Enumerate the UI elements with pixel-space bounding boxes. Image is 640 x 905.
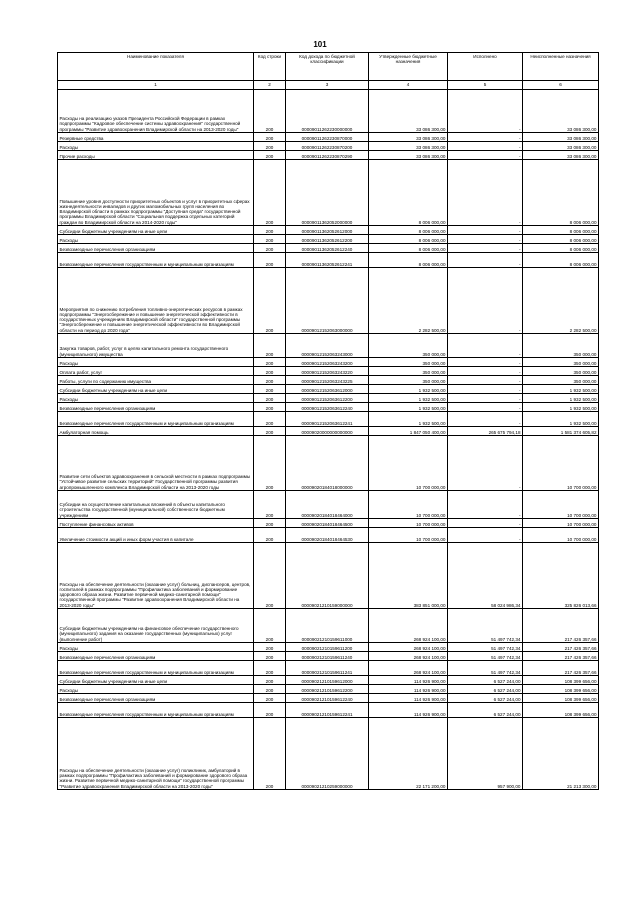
row-classification-cell: 00009021210159612200	[286, 685, 369, 694]
row-approved-cell: 8 006 000,00	[369, 244, 448, 253]
row-classification-cell: 00009020184018464500	[286, 519, 369, 528]
table-row	[58, 358, 599, 367]
row-approved-cell: 22 171 200,00	[369, 718, 448, 790]
row-executed-cell: -	[448, 151, 523, 160]
row-line-code-cell: 200	[254, 90, 286, 133]
row-line-code-cell: 200	[254, 694, 286, 703]
row-classification-cell: 00009020184018464530	[286, 528, 369, 543]
row-approved-cell: 268 924 100,00	[369, 643, 448, 652]
table-row	[58, 676, 599, 685]
row-classification-cell: 00009011362052612241	[286, 253, 369, 268]
row-name-cell: Безвозмездные перечисления государственным и муниципальным организациям	[58, 253, 254, 268]
table-row	[58, 543, 599, 609]
row-remaining-cell: 1 932 500,00	[523, 385, 599, 394]
col-number: 3	[286, 81, 369, 90]
row-line-code-cell: 200	[254, 394, 286, 403]
col-header-executed: Исполнено	[448, 53, 523, 81]
row-approved-cell: 33 086 300,00	[369, 142, 448, 151]
table-row	[58, 528, 599, 543]
row-approved-cell: 268 924 100,00	[369, 661, 448, 676]
row-approved-cell: 383 851 000,00	[369, 543, 448, 609]
row-line-code-cell: 200	[254, 412, 286, 427]
row-executed-cell: -	[448, 519, 523, 528]
row-executed-cell: -	[448, 334, 523, 358]
row-remaining-cell: 217 426 357,66	[523, 643, 599, 652]
row-classification-cell: 00009011262230870000	[286, 133, 369, 142]
row-executed-cell: 51 497 742,34	[448, 661, 523, 676]
row-classification-cell: 00009012152063612240	[286, 403, 369, 412]
row-remaining-cell: 10 700 000,00	[523, 491, 599, 519]
table-row	[58, 235, 599, 244]
row-executed-cell: -	[448, 436, 523, 491]
row-name-cell: Амбулаторная помощь	[58, 427, 254, 436]
row-line-code-cell: 200	[254, 427, 286, 436]
table-row	[58, 160, 599, 226]
table-row	[58, 142, 599, 151]
row-line-code-cell: 200	[254, 226, 286, 235]
row-executed-cell: -	[448, 133, 523, 142]
table-row	[58, 385, 599, 394]
row-executed-cell: -	[448, 358, 523, 367]
row-line-code-cell: 200	[254, 403, 286, 412]
table-row	[58, 427, 599, 436]
row-classification-cell: 00009021210159612240	[286, 694, 369, 703]
row-classification-cell: 00009011262230870290	[286, 151, 369, 160]
row-line-code-cell: 200	[254, 543, 286, 609]
row-classification-cell: 00009012152063243220	[286, 367, 369, 376]
row-executed-cell: 51 497 742,34	[448, 652, 523, 661]
row-executed-cell: 51 497 742,34	[448, 643, 523, 652]
row-classification-cell: 00009021210259000000	[286, 718, 369, 790]
row-name-cell: Расходы	[58, 685, 254, 694]
table-row	[58, 226, 599, 235]
row-name-cell: Расходы	[58, 394, 254, 403]
row-name-cell: Безвозмездные перечисления государственным и муниципальным организациям	[58, 703, 254, 718]
row-remaining-cell: 108 399 656,00	[523, 685, 599, 694]
row-executed-cell: -	[448, 394, 523, 403]
row-name-cell: Субсидии бюджетным учреждениям на иные цели	[58, 385, 254, 394]
row-remaining-cell: 217 426 357,66	[523, 652, 599, 661]
row-approved-cell: 8 006 000,00	[369, 160, 448, 226]
row-remaining-cell: 21 213 300,00	[523, 718, 599, 790]
row-approved-cell: 8 006 000,00	[369, 253, 448, 268]
table-row	[58, 253, 599, 268]
table-row	[58, 491, 599, 519]
row-approved-cell: 33 086 300,00	[369, 133, 448, 142]
row-approved-cell: 2 282 500,00	[369, 268, 448, 334]
row-approved-cell: 1 932 500,00	[369, 385, 448, 394]
row-name-cell: Расходы на обеспечение деятельности (оказание услуг) поликлиник, амбулаторий в рамках подпрограммы "Профилактика заболеваний и формирование здорового образа жизни. Развитие первичной медико-санитарной помощи" государственной программы "Развитие здравоохранения Владимирской области на 2013-2020 годы"	[58, 718, 254, 790]
row-line-code-cell: 200	[254, 268, 286, 334]
row-approved-cell: 33 086 300,00	[369, 151, 448, 160]
row-name-cell: Расходы	[58, 358, 254, 367]
row-name-cell: Субсидии на осуществление капитальных вложений в объекты капитального строительства государственной (муниципальной) собственности бюджетным учреждениям	[58, 491, 254, 519]
row-remaining-cell: 8 006 000,00	[523, 253, 599, 268]
row-remaining-cell: 33 086 300,00	[523, 133, 599, 142]
table-row	[58, 334, 599, 358]
row-line-code-cell: 200	[254, 151, 286, 160]
row-remaining-cell: 10 700 000,00	[523, 528, 599, 543]
row-classification-cell: 00009020184018000000	[286, 436, 369, 491]
row-remaining-cell: 2 282 500,00	[523, 268, 599, 334]
row-approved-cell: 33 086 300,00	[369, 90, 448, 133]
table-row	[58, 685, 599, 694]
row-line-code-cell: 200	[254, 358, 286, 367]
col-header-line-code: Код строки	[254, 53, 286, 81]
col-header-classification: Код дохода по бюджетной классификации	[286, 53, 369, 81]
row-name-cell: Безвозмездные перечисления государственным и муниципальным организациям	[58, 661, 254, 676]
row-line-code-cell: 200	[254, 519, 286, 528]
row-remaining-cell: 1 581 374 605,82	[523, 427, 599, 436]
row-remaining-cell: 108 399 656,00	[523, 676, 599, 685]
row-approved-cell: 114 926 900,00	[369, 685, 448, 694]
table-row	[58, 244, 599, 253]
row-name-cell: Повышение уровня доступности приоритетных объектов и услуг в приоритетных сферах жизнедеятельности инвалидов и других маломобильных групп населения во Владимирской области в рамках подпрограммы "Доступная среда" государственной программы Владимирской области "Социальная поддержка отдельных категорий граждан во Владимирской области на 2014-2020 годы"	[58, 160, 254, 226]
page-number: 101	[313, 40, 327, 49]
col-number: 4	[369, 81, 448, 90]
row-classification-cell: 00009011362052612240	[286, 244, 369, 253]
row-classification-cell: 00009020000000000000	[286, 427, 369, 436]
table-row	[58, 609, 599, 643]
row-classification-cell: 00009012152063612000	[286, 385, 369, 394]
row-executed-cell: 58 024 986,34	[448, 543, 523, 609]
row-executed-cell: 6 527 244,00	[448, 676, 523, 685]
row-name-cell: Оплата работ, услуг	[58, 367, 254, 376]
row-executed-cell: -	[448, 412, 523, 427]
row-remaining-cell: 10 700 000,00	[523, 436, 599, 491]
row-remaining-cell: 8 006 000,00	[523, 160, 599, 226]
table-row	[58, 133, 599, 142]
row-remaining-cell: 217 426 357,66	[523, 661, 599, 676]
row-name-cell: Безвозмездные перечисления организациям	[58, 403, 254, 412]
row-remaining-cell: 350 000,00	[523, 358, 599, 367]
row-approved-cell: 1 847 050 400,00	[369, 427, 448, 436]
row-approved-cell: 8 006 000,00	[369, 226, 448, 235]
table-row	[58, 519, 599, 528]
row-approved-cell: 1 932 500,00	[369, 412, 448, 427]
row-line-code-cell: 200	[254, 376, 286, 385]
row-executed-cell: 6 527 244,00	[448, 685, 523, 694]
row-line-code-cell: 200	[254, 528, 286, 543]
row-line-code-cell: 200	[254, 643, 286, 652]
row-line-code-cell: 200	[254, 334, 286, 358]
column-number-row	[58, 81, 599, 90]
table-row	[58, 376, 599, 385]
row-remaining-cell: 325 826 013,66	[523, 543, 599, 609]
table-row	[58, 394, 599, 403]
row-line-code-cell: 200	[254, 142, 286, 151]
row-name-cell: Безвозмездные перечисления организациям	[58, 652, 254, 661]
row-classification-cell: 00009012152063243225	[286, 376, 369, 385]
row-executed-cell: -	[448, 235, 523, 244]
row-classification-cell: 00009011262230870200	[286, 142, 369, 151]
row-line-code-cell: 200	[254, 367, 286, 376]
col-header-name: Наименование показателя	[58, 53, 254, 81]
row-approved-cell: 114 926 900,00	[369, 676, 448, 685]
row-executed-cell: -	[448, 403, 523, 412]
row-line-code-cell: 200	[254, 160, 286, 226]
row-name-cell: Субсидии бюджетным учреждениям на финансовое обеспечение государственного (муниципального) задания на оказание государственных (муниципальных) услуг (выполнение работ)	[58, 609, 254, 643]
table-row	[58, 268, 599, 334]
row-remaining-cell: 8 006 000,00	[523, 235, 599, 244]
row-remaining-cell: 108 399 656,00	[523, 703, 599, 718]
row-approved-cell: 114 926 900,00	[369, 703, 448, 718]
row-line-code-cell: 200	[254, 652, 286, 661]
col-number: 5	[448, 81, 523, 90]
row-approved-cell: 350 000,00	[369, 376, 448, 385]
row-executed-cell: -	[448, 528, 523, 543]
row-approved-cell: 1 932 500,00	[369, 394, 448, 403]
row-name-cell: Безвозмездные перечисления организациям	[58, 694, 254, 703]
table-row	[58, 643, 599, 652]
row-remaining-cell: 8 006 000,00	[523, 226, 599, 235]
row-classification-cell: 00009012152063612241	[286, 412, 369, 427]
row-name-cell: Закупка товаров, работ, услуг в целях капитального ремонта государственного (муниципального) имущества	[58, 334, 254, 358]
row-name-cell: Расходы	[58, 235, 254, 244]
row-name-cell: Увеличение стоимости акций и иных форм участия в капитале	[58, 528, 254, 543]
row-classification-cell: 00009012152063243000	[286, 334, 369, 358]
row-classification-cell: 00009021210159000000	[286, 543, 369, 609]
row-name-cell: Мероприятия по снижению потребления топливно-энергетических ресурсов в рамках подпрограммы "Энергосбережение и повышение энергетической эффективности в государственных учреждениях Владимирской области" государственной программы "Энергосбережение и повышение энергетической эффективности во Владимирской области на период до 2020 года"	[58, 268, 254, 334]
row-executed-cell: -	[448, 367, 523, 376]
row-approved-cell: 10 700 000,00	[369, 519, 448, 528]
row-classification-cell: 00009011362052612000	[286, 226, 369, 235]
row-executed-cell: -	[448, 90, 523, 133]
col-number: 6	[523, 81, 599, 90]
row-executed-cell: 265 675 794,18	[448, 427, 523, 436]
row-remaining-cell: 350 000,00	[523, 334, 599, 358]
row-classification-cell: 00009020184018464000	[286, 491, 369, 519]
col-header-remaining: Неисполненные назначения	[523, 53, 599, 81]
row-name-cell: Субсидии бюджетным учреждениям на иные цели	[58, 676, 254, 685]
budget-report-table	[57, 52, 599, 790]
row-executed-cell: 6 527 244,00	[448, 703, 523, 718]
row-name-cell: Безвозмездные перечисления организациям	[58, 244, 254, 253]
row-remaining-cell: 1 932 500,00	[523, 412, 599, 427]
row-name-cell: Поступление финансовых активов	[58, 519, 254, 528]
row-approved-cell: 268 924 100,00	[369, 609, 448, 643]
table-header-row	[58, 53, 599, 81]
row-name-cell: Прочие расходы	[58, 151, 254, 160]
table-row	[58, 703, 599, 718]
table-row	[58, 151, 599, 160]
col-number: 1	[58, 81, 254, 90]
table-row	[58, 718, 599, 790]
row-name-cell: Развитие сети объектов здравоохранения в сельской местности в рамках подпрограммы "Устойчивое развитие сельских территорий" Государственной программы развития агропромышленного комплекса Владимирской области на 2013-2020 годы	[58, 436, 254, 491]
row-executed-cell: -	[448, 268, 523, 334]
row-executed-cell: -	[448, 160, 523, 226]
table-row	[58, 412, 599, 427]
row-classification-cell: 00009021210159611240	[286, 652, 369, 661]
row-executed-cell: -	[448, 376, 523, 385]
row-approved-cell: 10 700 000,00	[369, 528, 448, 543]
row-approved-cell: 350 000,00	[369, 367, 448, 376]
row-approved-cell: 268 924 100,00	[369, 652, 448, 661]
row-line-code-cell: 200	[254, 661, 286, 676]
row-remaining-cell: 33 086 300,00	[523, 142, 599, 151]
row-classification-cell: 00009012152063612200	[286, 394, 369, 403]
row-remaining-cell: 350 000,00	[523, 376, 599, 385]
table-row	[58, 694, 599, 703]
row-line-code-cell: 200	[254, 676, 286, 685]
row-classification-cell: 00009012152063000000	[286, 268, 369, 334]
row-line-code-cell: 200	[254, 491, 286, 519]
row-remaining-cell: 108 399 656,00	[523, 694, 599, 703]
row-remaining-cell: 33 086 300,00	[523, 151, 599, 160]
table-row	[58, 436, 599, 491]
row-name-cell: Резервные средства	[58, 133, 254, 142]
row-remaining-cell: 1 932 500,00	[523, 403, 599, 412]
row-remaining-cell: 1 932 500,00	[523, 394, 599, 403]
row-approved-cell: 350 000,00	[369, 358, 448, 367]
row-classification-cell: 00009021210159612241	[286, 703, 369, 718]
row-classification-cell: 00009012152063243200	[286, 358, 369, 367]
table-row	[58, 403, 599, 412]
row-line-code-cell: 200	[254, 244, 286, 253]
row-approved-cell: 10 700 000,00	[369, 491, 448, 519]
row-remaining-cell: 10 700 000,00	[523, 519, 599, 528]
row-remaining-cell: 350 000,00	[523, 367, 599, 376]
row-executed-cell: -	[448, 253, 523, 268]
row-classification-cell: 00009021210159612000	[286, 676, 369, 685]
col-number: 2	[254, 81, 286, 90]
table-row	[58, 90, 599, 133]
row-classification-cell: 00009021210159611200	[286, 643, 369, 652]
row-name-cell: Безвозмездные перечисления государственным и муниципальным организациям	[58, 412, 254, 427]
row-classification-cell: 00009011362052612200	[286, 235, 369, 244]
row-executed-cell: -	[448, 142, 523, 151]
row-executed-cell: -	[448, 385, 523, 394]
row-line-code-cell: 200	[254, 685, 286, 694]
row-classification-cell: 00009021210159611241	[286, 661, 369, 676]
row-classification-cell: 00009021210159611000	[286, 609, 369, 643]
row-executed-cell: 51 497 742,34	[448, 609, 523, 643]
row-executed-cell: 6 527 244,00	[448, 694, 523, 703]
row-line-code-cell: 200	[254, 253, 286, 268]
row-name-cell: Расходы	[58, 142, 254, 151]
col-header-approved: Утвержденные бюджетные назначения	[369, 53, 448, 81]
row-remaining-cell: 217 426 357,66	[523, 609, 599, 643]
table-row	[58, 652, 599, 661]
row-line-code-cell: 200	[254, 703, 286, 718]
row-name-cell: Расходы на реализацию указов Президента Российской Федерации в рамках подпрограммы "Кадровое обеспечение системы здравоохранения" государственной программы "Развитие здравоохранения Владимирской области на 2013-2020 годы"	[58, 90, 254, 133]
row-approved-cell: 10 700 000,00	[369, 436, 448, 491]
row-executed-cell: -	[448, 491, 523, 519]
row-line-code-cell: 200	[254, 436, 286, 491]
row-approved-cell: 114 926 900,00	[369, 694, 448, 703]
row-executed-cell: -	[448, 226, 523, 235]
table-row	[58, 367, 599, 376]
row-name-cell: Работы, услуги по содержанию имущества	[58, 376, 254, 385]
row-approved-cell: 350 000,00	[369, 334, 448, 358]
row-remaining-cell: 8 006 000,00	[523, 244, 599, 253]
row-approved-cell: 1 932 500,00	[369, 403, 448, 412]
row-approved-cell: 8 006 000,00	[369, 235, 448, 244]
row-line-code-cell: 200	[254, 385, 286, 394]
table-row	[58, 661, 599, 676]
row-executed-cell: -	[448, 244, 523, 253]
row-remaining-cell: 33 086 300,00	[523, 90, 599, 133]
row-line-code-cell: 200	[254, 718, 286, 790]
row-executed-cell: 957 900,00	[448, 718, 523, 790]
row-line-code-cell: 200	[254, 235, 286, 244]
row-name-cell: Субсидии бюджетным учреждениям на иные цели	[58, 226, 254, 235]
table-body	[58, 90, 599, 790]
row-line-code-cell: 200	[254, 609, 286, 643]
row-classification-cell: 00009011262230000000	[286, 90, 369, 133]
row-classification-cell: 00009011362052000000	[286, 160, 369, 226]
row-line-code-cell: 200	[254, 133, 286, 142]
row-name-cell: Расходы	[58, 643, 254, 652]
row-name-cell: Расходы на обеспечение деятельности (оказание услуг) больниц, диспансеров, центров, госпиталей в рамках подпрограммы "Профилактика заболеваний и формирование здорового образа жизни. Развитие первичной медико-санитарной помощи" государственной программы "Развитие здравоохранения Владимирской области на 2013-2020 годы"	[58, 543, 254, 609]
